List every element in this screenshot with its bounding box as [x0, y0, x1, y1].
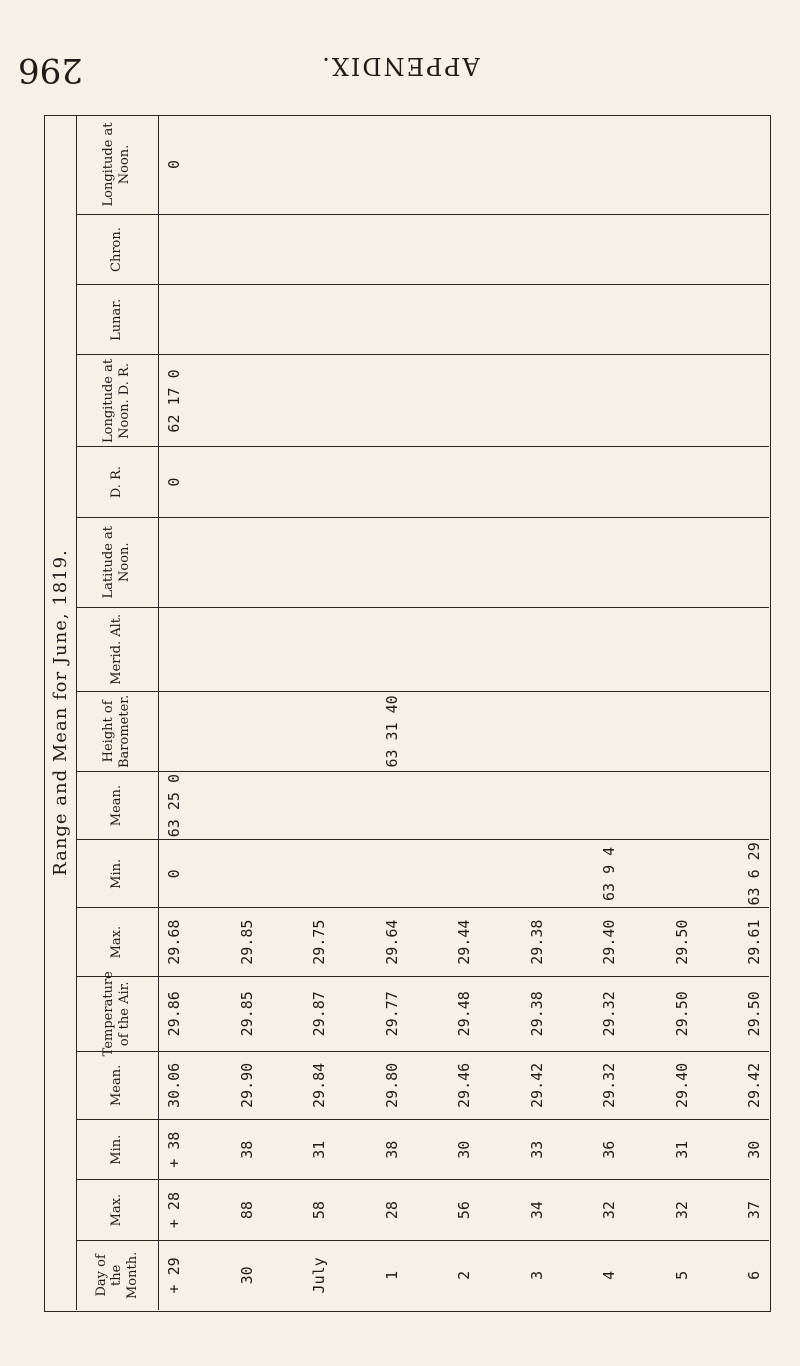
table-cell	[308, 357, 330, 444]
column-header: Min.	[76, 840, 159, 907]
table-cell: 36	[600, 1140, 618, 1159]
table-cell: 30	[745, 1140, 763, 1159]
table-column-temp-mean	[76, 1051, 769, 1119]
column-body	[159, 355, 769, 446]
table-cell	[671, 520, 693, 605]
table-column-lunar	[76, 284, 769, 354]
table-cell: 29.68	[165, 919, 183, 965]
table-cell	[598, 774, 620, 837]
table-cell	[598, 357, 620, 444]
table-cell	[236, 610, 258, 689]
column-body	[159, 772, 769, 839]
table-cell	[381, 520, 403, 605]
table-cell	[671, 357, 693, 444]
column-body	[159, 692, 769, 771]
running-head: APPENDIX.	[320, 52, 480, 80]
table-cell	[163, 520, 185, 605]
table-cell	[381, 357, 403, 444]
table-cell	[671, 449, 693, 514]
table-cell	[236, 287, 258, 352]
table-column-temp-alt	[76, 971, 769, 1057]
table-column-chron	[76, 214, 769, 284]
table-cell: 29.50	[745, 991, 763, 1037]
table-cell: 38	[237, 1140, 256, 1159]
table-cell	[598, 217, 620, 282]
column-body	[159, 1180, 769, 1239]
table-cell	[381, 217, 403, 282]
table-cell	[598, 694, 620, 769]
table-cell	[743, 449, 765, 514]
table-cell: 3	[527, 1270, 546, 1280]
table-cell: 29.90	[237, 1062, 256, 1108]
table-cell: 29.44	[455, 919, 473, 965]
table-cell: 30.06	[165, 1062, 183, 1108]
column-body	[159, 215, 769, 284]
table-cell	[453, 449, 475, 514]
table-cell	[308, 842, 330, 905]
table-cell: 29.50	[672, 991, 691, 1037]
table-cell: 29.64	[382, 919, 401, 965]
table-cell: 63 9 4	[600, 846, 618, 901]
column-body	[159, 1120, 769, 1179]
table-cell: 4	[600, 1270, 618, 1280]
table-cell	[671, 287, 693, 352]
table-cell	[598, 520, 620, 605]
table-column-baro-label	[76, 691, 769, 771]
table-cell: 1	[382, 1270, 401, 1280]
table-column-baro-min	[76, 839, 769, 907]
table-cell	[526, 287, 548, 352]
table-cell	[526, 117, 548, 212]
table-cell	[163, 287, 185, 352]
column-header: Temperature of the Air.	[76, 977, 159, 1051]
table-cell: 29.61	[745, 919, 763, 965]
table-cell	[598, 449, 620, 514]
table-cell: 29.50	[672, 919, 691, 965]
table-cell	[598, 610, 620, 689]
column-header: Day of the Month.	[76, 1241, 159, 1310]
table-cell: 29.38	[527, 991, 546, 1037]
column-header: D. R.	[76, 447, 159, 516]
column-body	[159, 977, 769, 1051]
table-cell: 63 6 29	[745, 842, 763, 906]
table-cell: + 28	[165, 1192, 183, 1229]
column-header: Max.	[76, 909, 159, 976]
table-cell	[308, 610, 330, 689]
table-title: Range and Mean for June, 1819.	[44, 115, 77, 1310]
table-cell: 2	[455, 1270, 473, 1280]
column-body	[159, 840, 769, 907]
page-number: 296	[18, 50, 83, 90]
table-cell: 29.85	[237, 991, 256, 1037]
table-cell	[743, 520, 765, 605]
table-cell	[526, 357, 548, 444]
table-cell	[526, 774, 548, 837]
table-cell: 29.80	[382, 1062, 401, 1108]
table-cell: 63 25 0	[165, 774, 183, 838]
table-column-baro-mean	[76, 771, 769, 839]
table-cell: + 38	[165, 1131, 183, 1168]
table-cell	[526, 449, 548, 514]
table-cell	[453, 287, 475, 352]
table-cell: + 29	[165, 1257, 183, 1294]
table-cell: 0	[165, 869, 183, 879]
table-cell	[526, 842, 548, 905]
table-cell: 29.48	[455, 991, 473, 1037]
table-cell: 29.38	[527, 919, 546, 965]
column-body	[159, 909, 769, 976]
table-cell	[381, 610, 403, 689]
table-cell	[236, 694, 258, 769]
table-cell: 30	[237, 1266, 256, 1285]
table-column-day	[76, 1240, 769, 1310]
table-cell	[598, 117, 620, 212]
table-cell: 29.40	[600, 919, 618, 965]
table-cell: 29.87	[310, 991, 328, 1037]
column-header: Height of Barometer.	[76, 692, 159, 771]
table-cell	[163, 217, 185, 282]
table-cell: 0	[165, 159, 183, 169]
column-header: Mean.	[76, 1052, 159, 1119]
table-cell	[308, 449, 330, 514]
table-cell: 31	[310, 1140, 328, 1159]
table-cell	[453, 842, 475, 905]
table-cell	[163, 694, 185, 769]
column-body	[159, 608, 769, 691]
table-cell: 32	[600, 1201, 618, 1220]
table-cell	[308, 217, 330, 282]
table-cell: 56	[455, 1201, 473, 1220]
table-column-d-r	[76, 446, 769, 516]
table-cell: 29.84	[310, 1062, 328, 1108]
table-cell	[743, 774, 765, 837]
table-cell	[381, 774, 403, 837]
table-cell	[236, 449, 258, 514]
table-cell	[308, 117, 330, 212]
table-cell	[381, 449, 403, 514]
table-cell	[453, 520, 475, 605]
column-body	[159, 447, 769, 516]
table-cell: 63 31 40	[382, 695, 401, 768]
table-cell	[236, 117, 258, 212]
column-header: Latitude at Noon.	[76, 518, 159, 607]
column-body	[159, 518, 769, 607]
table-column-lat-at-noon	[76, 517, 769, 607]
table-cell: 29.32	[600, 991, 618, 1037]
column-header: Chron.	[76, 215, 159, 284]
table-cell: 5	[672, 1270, 691, 1280]
column-header: Max.	[76, 1180, 159, 1239]
table-cell: 29.42	[745, 1062, 763, 1108]
column-header: Lunar.	[76, 285, 159, 354]
table-column-merid-alt	[76, 607, 769, 691]
table-cell	[308, 287, 330, 352]
column-header: Longitude at Noon. D. R.	[76, 355, 159, 446]
table-cell: 29.40	[672, 1062, 691, 1108]
table-cell: 62 17 0	[165, 369, 183, 433]
table-cell	[381, 287, 403, 352]
table-cell	[381, 842, 403, 905]
table-cell	[236, 774, 258, 837]
table-cell	[453, 774, 475, 837]
table-cell	[671, 694, 693, 769]
table-inner	[44, 115, 769, 1310]
meteorological-table	[0, 122, 800, 1299]
table-cell: 31	[672, 1140, 691, 1159]
table-cell	[743, 357, 765, 444]
table-column-baro-max	[76, 908, 769, 976]
table-cell	[671, 842, 693, 905]
column-body	[159, 115, 769, 214]
column-body	[159, 1052, 769, 1119]
table-cell: 29.75	[310, 919, 328, 965]
column-header: Longitude at Noon.	[76, 115, 159, 214]
table-cell	[743, 610, 765, 689]
table-cell	[671, 774, 693, 837]
table-cell: 33	[527, 1140, 546, 1159]
table-cell: 29.77	[382, 991, 401, 1037]
table-cell: 38	[382, 1140, 401, 1159]
table-cell: 29.46	[455, 1062, 473, 1108]
table-cell: 0	[165, 477, 183, 487]
table-cell	[671, 117, 693, 212]
table-cell: 28	[382, 1201, 401, 1220]
table-cell	[526, 520, 548, 605]
table-cell	[743, 117, 765, 212]
table-cell: 58	[310, 1201, 328, 1220]
table-cell	[236, 520, 258, 605]
table-cell	[598, 287, 620, 352]
table-cell	[453, 117, 475, 212]
table-column-temp-min	[76, 1119, 769, 1179]
table-cell	[526, 694, 548, 769]
table-cell	[453, 694, 475, 769]
table-cell	[453, 357, 475, 444]
table-cell: 32	[672, 1201, 691, 1220]
table-cell: 30	[455, 1140, 473, 1159]
table-cell	[236, 217, 258, 282]
table-cell	[308, 694, 330, 769]
table-cell	[526, 610, 548, 689]
table-cell: 29.86	[165, 991, 183, 1037]
table-cell	[236, 357, 258, 444]
column-header: Min.	[76, 1120, 159, 1179]
table-cell: 37	[745, 1201, 763, 1220]
table-cell	[308, 520, 330, 605]
table-cell	[453, 610, 475, 689]
column-header: Merid. Alt.	[76, 608, 159, 691]
column-body	[159, 285, 769, 354]
table-cell	[743, 217, 765, 282]
table-cell: 29.32	[600, 1062, 618, 1108]
table-cell: 34	[527, 1201, 546, 1220]
column-body	[159, 1241, 769, 1310]
table-cell	[308, 774, 330, 837]
table-grid	[76, 115, 769, 1310]
table-cell	[236, 842, 258, 905]
table-cell: 29.42	[527, 1062, 546, 1108]
table-cell: 88	[237, 1201, 256, 1220]
table-cell	[163, 610, 185, 689]
table-cell	[743, 694, 765, 769]
table-column-temp-max	[76, 1179, 769, 1239]
table-cell	[381, 117, 403, 212]
table-cell	[743, 287, 765, 352]
column-header: Mean.	[76, 772, 159, 839]
table-cell: 29.85	[237, 919, 256, 965]
table-cell	[453, 217, 475, 282]
table-cell: July	[310, 1257, 328, 1294]
table-cell	[526, 217, 548, 282]
table-cell	[671, 217, 693, 282]
table-cell	[671, 610, 693, 689]
table-cell: 6	[745, 1270, 763, 1280]
table-column-long-d-r	[76, 354, 769, 446]
table-column-long-at-noon	[76, 115, 769, 214]
